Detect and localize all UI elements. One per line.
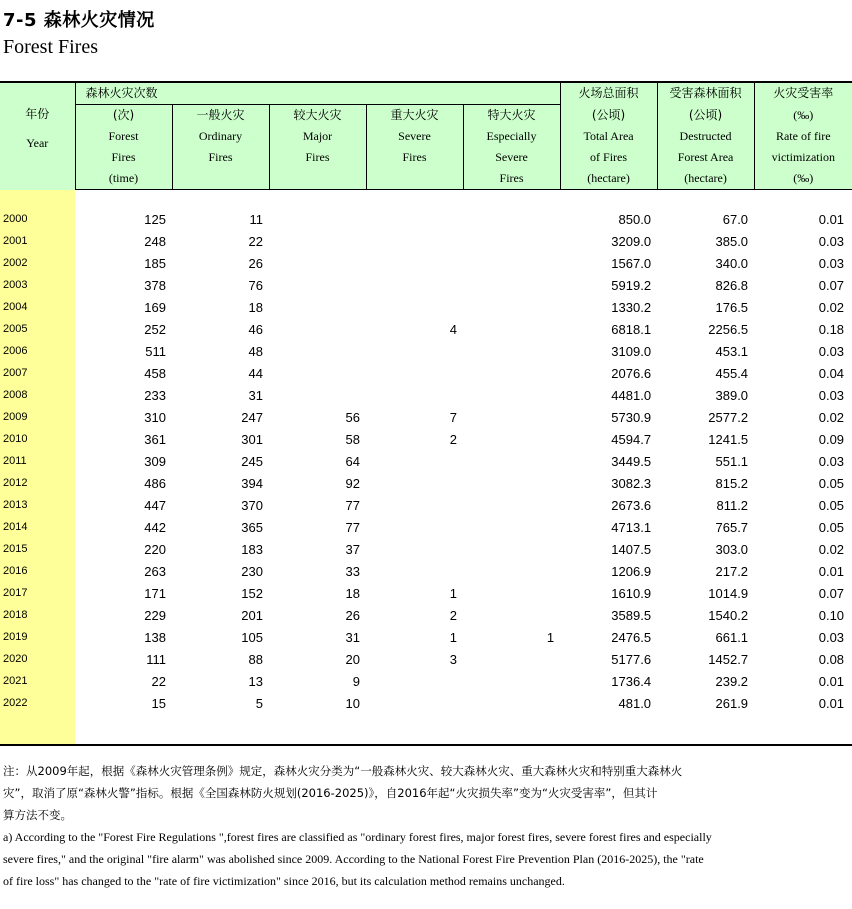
header-major-cn: 较大火灾 <box>293 108 342 122</box>
cell-forest-fires: 361 <box>144 431 166 447</box>
header-severe-fires <box>366 105 463 190</box>
cell-destructed-area: 217.2 <box>715 563 749 579</box>
cell-major-fires: 10 <box>345 695 360 711</box>
header-rate-cn: 火灾受害率 <box>754 82 852 105</box>
cell-destructed-area: 239.2 <box>715 673 749 689</box>
cell-especially-severe-fires <box>463 384 560 406</box>
table-title-en: Forest Fires <box>3 36 98 58</box>
cell-ordinary-fires: 301 <box>241 431 263 447</box>
cell-rate-victimization: 0.05 <box>818 475 845 491</box>
cell-severe-fires <box>366 670 463 692</box>
footnote-cn-line-2: 灾”，取消了原“森林火警”指标。根据《全国森林防火规划(2016-2025)》，自2016年起“火灾损失率”变为“火灾受害率”，但其计 <box>3 786 658 800</box>
cell-total-area: 3589.5 <box>611 607 652 623</box>
footnote-en-line-1: a) According to the "Forest Fire Regulations ",forest fires are classified as "ordinary forest fires, major forest fires, severe forest fires and especially <box>3 830 712 844</box>
cell-major-fires <box>269 384 366 406</box>
table-row <box>0 670 852 692</box>
cell-rate-victimization: 0.02 <box>818 299 845 315</box>
cell-severe-fires <box>366 296 463 318</box>
row-year: 2019 <box>0 626 75 648</box>
cell-rate-victimization: 0.01 <box>818 673 845 689</box>
cell-especially-severe-fires <box>463 252 560 274</box>
cell-destructed-area: 826.8 <box>715 277 749 293</box>
table-row <box>0 208 852 230</box>
cell-major-fires: 77 <box>345 497 360 513</box>
header-year-en: Year <box>26 136 49 150</box>
cell-severe-fires <box>366 340 463 362</box>
header-fires-unit: (次) <box>112 108 135 122</box>
table-row <box>0 428 852 450</box>
cell-especially-severe-fires <box>463 472 560 494</box>
cell-total-area: 1567.0 <box>611 255 652 271</box>
cell-forest-fires: 442 <box>144 519 166 535</box>
cell-ordinary-fires: 88 <box>248 651 263 667</box>
header-ordinary-cn: 一般火灾 <box>196 108 245 122</box>
cell-especially-severe-fires <box>463 406 560 428</box>
table-row <box>0 384 852 406</box>
cell-rate-victimization: 0.05 <box>818 497 845 513</box>
header-especially-en2: Severe <box>495 150 528 164</box>
cell-major-fires: 64 <box>345 453 360 469</box>
header-rate-en2: victimization <box>771 149 835 164</box>
cell-ordinary-fires: 370 <box>241 497 263 513</box>
cell-especially-severe-fires <box>463 560 560 582</box>
cell-total-area: 1330.2 <box>611 299 652 315</box>
cell-forest-fires: 125 <box>144 211 166 227</box>
cell-especially-severe-fires <box>463 604 560 626</box>
cell-major-fires <box>269 208 366 230</box>
cell-severe-fires <box>366 274 463 296</box>
forest-fires-table <box>0 81 852 746</box>
row-year: 2008 <box>0 384 75 406</box>
cell-total-area: 4481.0 <box>611 387 652 403</box>
row-year: 2013 <box>0 494 75 516</box>
header-forest-fires <box>75 105 172 190</box>
cell-rate-victimization: 0.03 <box>818 453 845 469</box>
row-year: 2004 <box>0 296 75 318</box>
table-title-cn: 7-5 森林火灾情况 <box>3 10 155 31</box>
cell-total-area: 1206.9 <box>611 563 652 579</box>
cell-especially-severe-fires <box>463 692 560 714</box>
cell-destructed-area: 453.1 <box>715 343 749 359</box>
cell-rate-victimization: 0.03 <box>818 343 845 359</box>
cell-ordinary-fires: 201 <box>241 607 263 623</box>
header-destructed-cn: 受害森林面积 <box>657 82 754 105</box>
cell-major-fires <box>269 296 366 318</box>
table-row <box>0 296 852 318</box>
header-rate-en3: (‰) <box>793 170 814 185</box>
row-year: 2020 <box>0 648 75 670</box>
row-year: 2001 <box>0 230 75 252</box>
cell-destructed-area: 455.4 <box>715 365 749 381</box>
forest-fires-table-container <box>0 81 852 746</box>
footnote-en-line-2: severe fires," and the original "fire alarm" was abolished since 2009. According to the National Forest Fire Prevention Plan (2016-2025), the "rate <box>3 852 704 866</box>
header-rate-victimization <box>754 105 852 190</box>
cell-destructed-area: 303.0 <box>715 541 749 557</box>
table-row <box>0 560 852 582</box>
cell-rate-victimization: 0.04 <box>818 365 845 381</box>
table-body <box>0 190 852 746</box>
header-area-unit: (公顷) <box>591 107 626 122</box>
table-row <box>0 538 852 560</box>
cell-forest-fires: 378 <box>144 277 166 293</box>
header-destructed-en2: Forest Area <box>677 149 734 164</box>
header-fire-count-group: 森林火灾次数 <box>75 82 560 105</box>
header-destructed-area <box>657 105 754 190</box>
header-area-cn: 火场总面积 <box>560 82 657 105</box>
cell-severe-fires <box>366 230 463 252</box>
cell-total-area: 2076.6 <box>611 365 652 381</box>
cell-especially-severe-fires: 1 <box>546 629 555 645</box>
table-row <box>0 406 852 428</box>
cell-ordinary-fires: 230 <box>241 563 263 579</box>
cell-forest-fires: 229 <box>144 607 166 623</box>
cell-ordinary-fires: 44 <box>248 365 263 381</box>
row-year: 2015 <box>0 538 75 560</box>
cell-total-area: 3109.0 <box>611 343 652 359</box>
cell-major-fires <box>269 274 366 296</box>
cell-severe-fires: 2 <box>449 607 457 623</box>
cell-especially-severe-fires <box>463 296 560 318</box>
cell-forest-fires: 22 <box>151 673 166 689</box>
cell-destructed-area: 1540.2 <box>708 607 749 623</box>
cell-forest-fires: 447 <box>144 497 166 513</box>
cell-destructed-area: 811.2 <box>716 497 749 513</box>
cell-severe-fires <box>366 472 463 494</box>
table-row <box>0 494 852 516</box>
cell-destructed-area: 340.0 <box>715 255 749 271</box>
footnote-cn-line-3: 算方法不变。 <box>3 808 72 822</box>
row-year: 2021 <box>0 670 75 692</box>
cell-major-fires: 18 <box>345 585 360 601</box>
cell-destructed-area: 2256.5 <box>708 321 749 337</box>
cell-severe-fires <box>366 362 463 384</box>
header-fires-en2: Fires <box>111 150 136 164</box>
row-year: 2012 <box>0 472 75 494</box>
cell-major-fires: 20 <box>345 651 360 667</box>
cell-total-area: 3082.3 <box>611 475 652 491</box>
header-ordinary-en1: Ordinary <box>198 129 243 143</box>
cell-rate-victimization: 0.03 <box>818 233 845 249</box>
cell-severe-fires <box>366 384 463 406</box>
cell-major-fires: 77 <box>345 519 360 535</box>
cell-forest-fires: 15 <box>151 695 166 711</box>
cell-total-area: 3449.5 <box>611 453 652 469</box>
table-spacer-row <box>0 190 852 209</box>
table-row <box>0 604 852 626</box>
cell-severe-fires <box>366 450 463 472</box>
table-row <box>0 648 852 670</box>
header-area-en2: of Fires <box>590 149 628 164</box>
cell-ordinary-fires: 152 <box>241 585 263 601</box>
cell-destructed-area: 815.2 <box>715 475 749 491</box>
row-year: 2022 <box>0 692 75 714</box>
cell-major-fires: 58 <box>345 431 360 447</box>
cell-forest-fires: 169 <box>144 299 166 315</box>
cell-total-area: 1610.9 <box>611 585 652 601</box>
header-destructed-en1: Destructed <box>679 128 732 143</box>
table-row <box>0 582 852 604</box>
header-fires-en3: (time) <box>108 171 139 185</box>
header-major-en2: Fires <box>305 150 330 164</box>
cell-rate-victimization: 0.02 <box>818 409 845 425</box>
cell-rate-victimization: 0.07 <box>818 585 845 601</box>
cell-forest-fires: 233 <box>144 387 166 403</box>
cell-rate-victimization: 0.09 <box>818 431 845 447</box>
cell-rate-victimization: 0.01 <box>818 695 845 711</box>
cell-rate-victimization: 0.10 <box>818 607 845 623</box>
header-especially-en1: Especially <box>486 129 537 143</box>
cell-especially-severe-fires <box>463 230 560 252</box>
cell-severe-fires <box>366 252 463 274</box>
cell-destructed-area: 1241.5 <box>708 431 749 447</box>
cell-ordinary-fires: 18 <box>248 299 263 315</box>
footnote-cn <box>3 760 849 826</box>
header-rate-unit: (‰) <box>793 107 814 122</box>
cell-ordinary-fires: 247 <box>241 409 263 425</box>
cell-total-area: 5919.2 <box>611 277 652 293</box>
cell-especially-severe-fires <box>463 670 560 692</box>
cell-especially-severe-fires <box>463 208 560 230</box>
cell-especially-severe-fires <box>463 428 560 450</box>
cell-ordinary-fires: 31 <box>248 387 263 403</box>
table-row <box>0 626 852 648</box>
cell-forest-fires: 458 <box>144 365 166 381</box>
header-severe-en2: Fires <box>402 150 427 164</box>
cell-severe-fires: 3 <box>449 651 457 667</box>
header-especially-en3: Fires <box>499 171 524 185</box>
row-year: 2009 <box>0 406 75 428</box>
cell-severe-fires <box>366 516 463 538</box>
cell-total-area: 481.0 <box>618 695 652 711</box>
table-row <box>0 516 852 538</box>
table-row <box>0 274 852 296</box>
header-major-fires <box>269 105 366 190</box>
cell-destructed-area: 385.0 <box>715 233 749 249</box>
cell-forest-fires: 263 <box>144 563 166 579</box>
cell-forest-fires: 185 <box>144 255 166 271</box>
cell-major-fires <box>269 252 366 274</box>
cell-especially-severe-fires <box>463 494 560 516</box>
cell-forest-fires: 309 <box>144 453 166 469</box>
cell-rate-victimization: 0.18 <box>818 321 845 337</box>
cell-rate-victimization: 0.03 <box>818 629 845 645</box>
cell-ordinary-fires: 13 <box>248 673 263 689</box>
cell-forest-fires: 310 <box>144 409 166 425</box>
cell-major-fires: 56 <box>345 409 360 425</box>
cell-ordinary-fires: 46 <box>248 321 263 337</box>
cell-major-fires: 9 <box>352 673 360 689</box>
cell-major-fires: 31 <box>345 629 360 645</box>
cell-major-fires <box>269 362 366 384</box>
row-year: 2018 <box>0 604 75 626</box>
cell-rate-victimization: 0.07 <box>818 277 845 293</box>
cell-forest-fires: 486 <box>144 475 166 491</box>
row-year: 2003 <box>0 274 75 296</box>
cell-severe-fires <box>366 560 463 582</box>
cell-severe-fires <box>366 538 463 560</box>
header-destructed-unit: (公顷) <box>688 107 723 122</box>
cell-major-fires: 37 <box>345 541 360 557</box>
cell-ordinary-fires: 365 <box>241 519 263 535</box>
cell-major-fires: 92 <box>345 475 360 491</box>
row-year: 2016 <box>0 560 75 582</box>
cell-severe-fires <box>366 692 463 714</box>
cell-forest-fires: 171 <box>144 585 166 601</box>
header-ordinary-fires <box>172 105 269 190</box>
cell-major-fires: 26 <box>345 607 360 623</box>
cell-severe-fires: 2 <box>449 431 457 447</box>
cell-especially-severe-fires <box>463 340 560 362</box>
cell-severe-fires: 1 <box>449 629 457 645</box>
cell-severe-fires: 1 <box>449 585 457 601</box>
table-row <box>0 472 852 494</box>
cell-destructed-area: 2577.2 <box>708 409 749 425</box>
cell-destructed-area: 1452.7 <box>708 651 749 667</box>
row-year: 2011 <box>0 450 75 472</box>
header-fires-en1: Forest <box>108 129 139 143</box>
cell-especially-severe-fires <box>463 582 560 604</box>
cell-total-area: 2673.6 <box>611 497 652 513</box>
cell-ordinary-fires: 48 <box>248 343 263 359</box>
cell-major-fires <box>269 340 366 362</box>
cell-severe-fires <box>366 208 463 230</box>
cell-forest-fires: 220 <box>144 541 166 557</box>
cell-destructed-area: 765.7 <box>715 519 749 535</box>
cell-especially-severe-fires <box>463 538 560 560</box>
footnote-en <box>3 826 849 892</box>
cell-especially-severe-fires <box>463 362 560 384</box>
header-major-en1: Major <box>302 129 333 143</box>
cell-destructed-area: 661.1 <box>715 629 749 645</box>
cell-especially-severe-fires <box>463 274 560 296</box>
cell-total-area: 1736.4 <box>611 673 652 689</box>
table-header <box>0 82 852 190</box>
table-row <box>0 450 852 472</box>
table-row <box>0 362 852 384</box>
cell-rate-victimization: 0.01 <box>818 563 845 579</box>
cell-especially-severe-fires <box>463 516 560 538</box>
table-row <box>0 340 852 362</box>
header-year-cn: 年份 <box>25 107 50 121</box>
cell-especially-severe-fires <box>463 648 560 670</box>
cell-ordinary-fires: 22 <box>248 233 263 249</box>
table-row <box>0 692 852 714</box>
cell-destructed-area: 176.5 <box>715 299 749 315</box>
header-year <box>0 82 75 190</box>
cell-destructed-area: 67.0 <box>722 211 749 227</box>
header-rate-en1: Rate of fire <box>775 128 831 143</box>
cell-rate-victimization: 0.03 <box>818 255 845 271</box>
cell-ordinary-fires: 105 <box>241 629 263 645</box>
header-severe-cn: 重大火灾 <box>390 108 439 122</box>
cell-total-area: 4594.7 <box>611 431 652 447</box>
cell-destructed-area: 389.0 <box>715 387 749 403</box>
cell-ordinary-fires: 394 <box>241 475 263 491</box>
cell-forest-fires: 248 <box>144 233 166 249</box>
footnote-en-line-3: of fire loss" has changed to the "rate of fire victimization" since 2016, but its calculation method remains unchanged. <box>3 874 565 888</box>
header-total-area <box>560 105 657 190</box>
cell-ordinary-fires: 76 <box>248 277 263 293</box>
header-destructed-en3: (hectare) <box>684 170 727 185</box>
cell-major-fires <box>269 230 366 252</box>
cell-forest-fires: 111 <box>146 651 166 667</box>
row-year: 2010 <box>0 428 75 450</box>
row-year: 2005 <box>0 318 75 340</box>
cell-especially-severe-fires <box>463 450 560 472</box>
cell-major-fires <box>269 318 366 340</box>
cell-forest-fires: 252 <box>144 321 166 337</box>
cell-ordinary-fires: 183 <box>241 541 263 557</box>
cell-severe-fires <box>366 494 463 516</box>
cell-rate-victimization: 0.08 <box>818 651 845 667</box>
cell-total-area: 850.0 <box>618 211 652 227</box>
cell-total-area: 6818.1 <box>611 321 652 337</box>
header-ordinary-en2: Fires <box>208 150 233 164</box>
cell-ordinary-fires: 11 <box>249 211 263 227</box>
cell-destructed-area: 1014.9 <box>708 585 749 601</box>
header-area-en1: Total Area <box>583 128 634 143</box>
header-severe-en1: Severe <box>398 129 431 143</box>
cell-total-area: 1407.5 <box>611 541 652 557</box>
cell-destructed-area: 551.1 <box>715 453 749 469</box>
footnote-cn-line-1: 注：从2009年起，根据《森林火灾管理条例》规定，森林火灾分类为“一般森林火灾、较大森林火灾、重大森林火灾和特别重大森林火 <box>3 764 683 778</box>
cell-rate-victimization: 0.03 <box>818 387 845 403</box>
header-especially-cn: 特大火灾 <box>487 108 536 122</box>
row-year: 2007 <box>0 362 75 384</box>
cell-severe-fires: 7 <box>449 409 457 425</box>
cell-total-area: 3209.0 <box>611 233 652 249</box>
cell-total-area: 5730.9 <box>611 409 652 425</box>
row-year: 2002 <box>0 252 75 274</box>
cell-ordinary-fires: 26 <box>248 255 263 271</box>
table-end-spacer-row <box>0 714 852 745</box>
header-especially-severe-fires <box>463 105 560 190</box>
cell-ordinary-fires: 5 <box>255 695 263 711</box>
cell-rate-victimization: 0.01 <box>818 211 845 227</box>
cell-forest-fires: 138 <box>144 629 166 645</box>
cell-rate-victimization: 0.05 <box>818 519 845 535</box>
row-year: 2000 <box>0 208 75 230</box>
table-row <box>0 230 852 252</box>
table-row <box>0 318 852 340</box>
header-area-en3: (hectare) <box>587 170 630 185</box>
row-year: 2014 <box>0 516 75 538</box>
cell-major-fires: 33 <box>345 563 360 579</box>
table-row <box>0 252 852 274</box>
cell-ordinary-fires: 245 <box>241 453 263 469</box>
cell-especially-severe-fires <box>463 318 560 340</box>
cell-destructed-area: 261.9 <box>715 695 749 711</box>
row-year: 2006 <box>0 340 75 362</box>
cell-severe-fires: 4 <box>449 321 457 337</box>
cell-forest-fires: 511 <box>145 343 166 359</box>
row-year: 2017 <box>0 582 75 604</box>
cell-total-area: 4713.1 <box>611 519 652 535</box>
cell-total-area: 2476.5 <box>611 629 652 645</box>
cell-total-area: 5177.6 <box>611 651 652 667</box>
cell-rate-victimization: 0.02 <box>818 541 845 557</box>
